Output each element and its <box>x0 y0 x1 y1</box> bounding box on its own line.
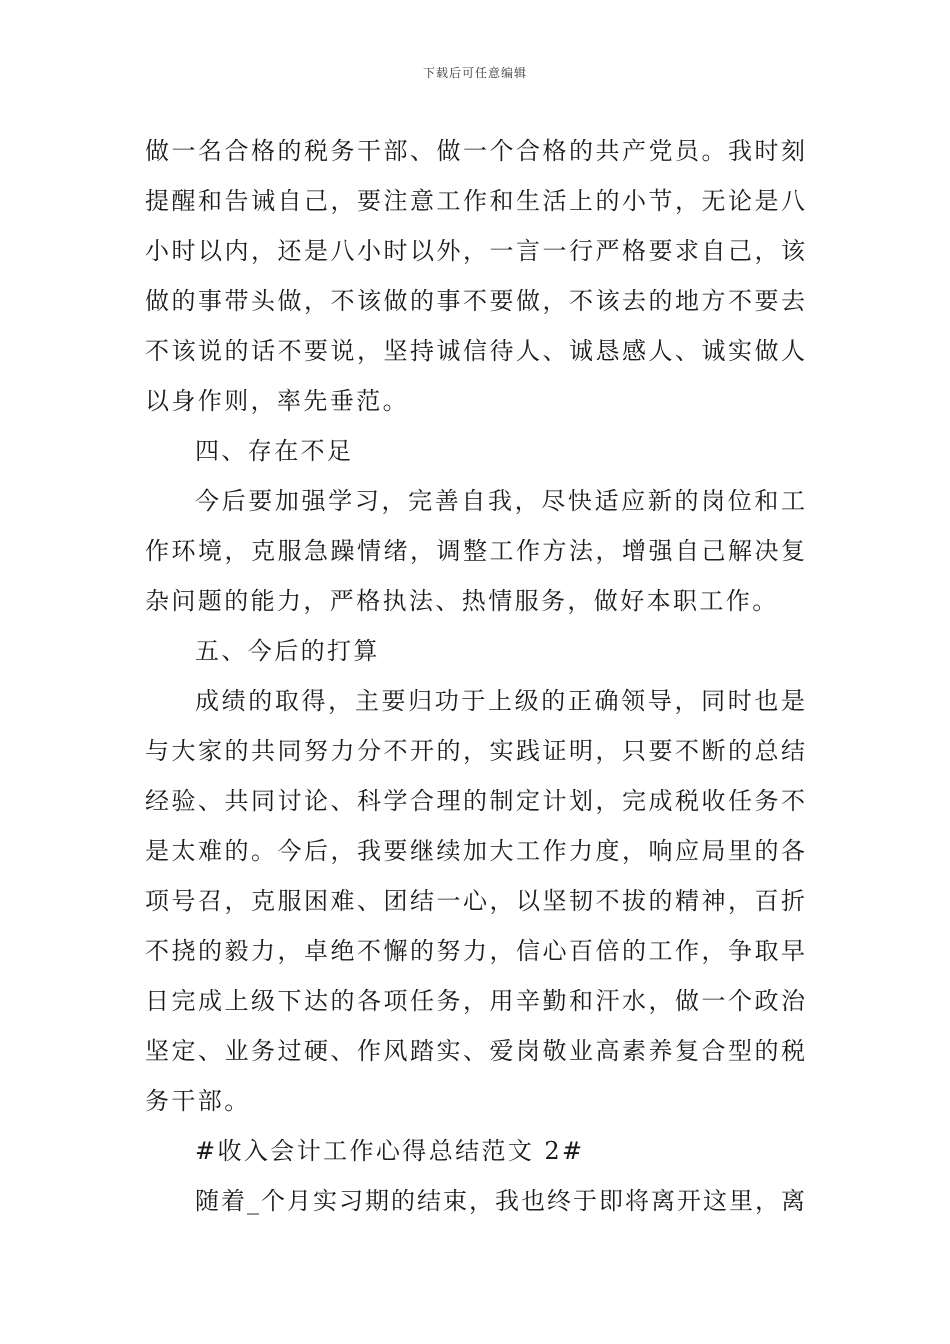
text-line: 今后要加强学习，完善自我，尽快适应新的岗位和工 <box>195 487 805 515</box>
text-line: 经验、共同讨论、科学合理的制定计划，完成税收任务不 <box>145 787 805 815</box>
text-line: 提醒和告诫自己，要注意工作和生活上的小节，无论是八 <box>145 187 805 215</box>
text-line: 杂问题的能力，严格执法、热情服务，做好本职工作。 <box>145 587 779 615</box>
text-line: 四、存在不足 <box>195 437 354 465</box>
text-line: 成绩的取得，主要归功于上级的正确领导，同时也是 <box>195 687 805 715</box>
text-line: 不该说的话不要说，坚持诚信待人、诚恳感人、诚实做人 <box>145 337 805 365</box>
text-line: #收入会计工作心得总结范文 2# <box>195 1137 585 1165</box>
text-line: 随着_个月实习期的结束，我也终于即将离开这里，离 <box>195 1187 805 1215</box>
text-line: 是太难的。今后，我要继续加大工作力度，响应局里的各 <box>145 837 805 865</box>
text-line: 项号召，克服困难、团结一心，以坚韧不拔的精神，百折 <box>145 887 805 915</box>
text-line: 不挠的毅力，卓绝不懈的努力，信心百倍的工作，争取早 <box>145 937 805 965</box>
text-line: 务干部。 <box>145 1087 251 1115</box>
text-line: 做一名合格的税务干部、做一个合格的共产党员。我时刻 <box>145 137 805 165</box>
document-body <box>145 128 805 1228</box>
text-line: 做的事带头做，不该做的事不要做，不该去的地方不要去 <box>145 287 805 315</box>
text-line: 小时以内，还是八小时以外，一言一行严格要求自己，该 <box>145 237 805 265</box>
text-line: 坚定、业务过硬、作风踏实、爱岗敬业高素养复合型的税 <box>145 1037 805 1065</box>
text-line: 与大家的共同努力分不开的，实践证明，只要不断的总结 <box>145 737 805 765</box>
text-line: 五、今后的打算 <box>195 637 380 665</box>
text-line: 日完成上级下达的各项任务，用辛勤和汗水，做一个政治 <box>145 987 805 1015</box>
text-line: 作环境，克服急躁情绪，调整工作方法，增强自己解决复 <box>145 537 805 565</box>
page-header: 下载后可任意编辑 <box>422 66 527 80</box>
text-line: 以身作则，率先垂范。 <box>145 387 409 415</box>
